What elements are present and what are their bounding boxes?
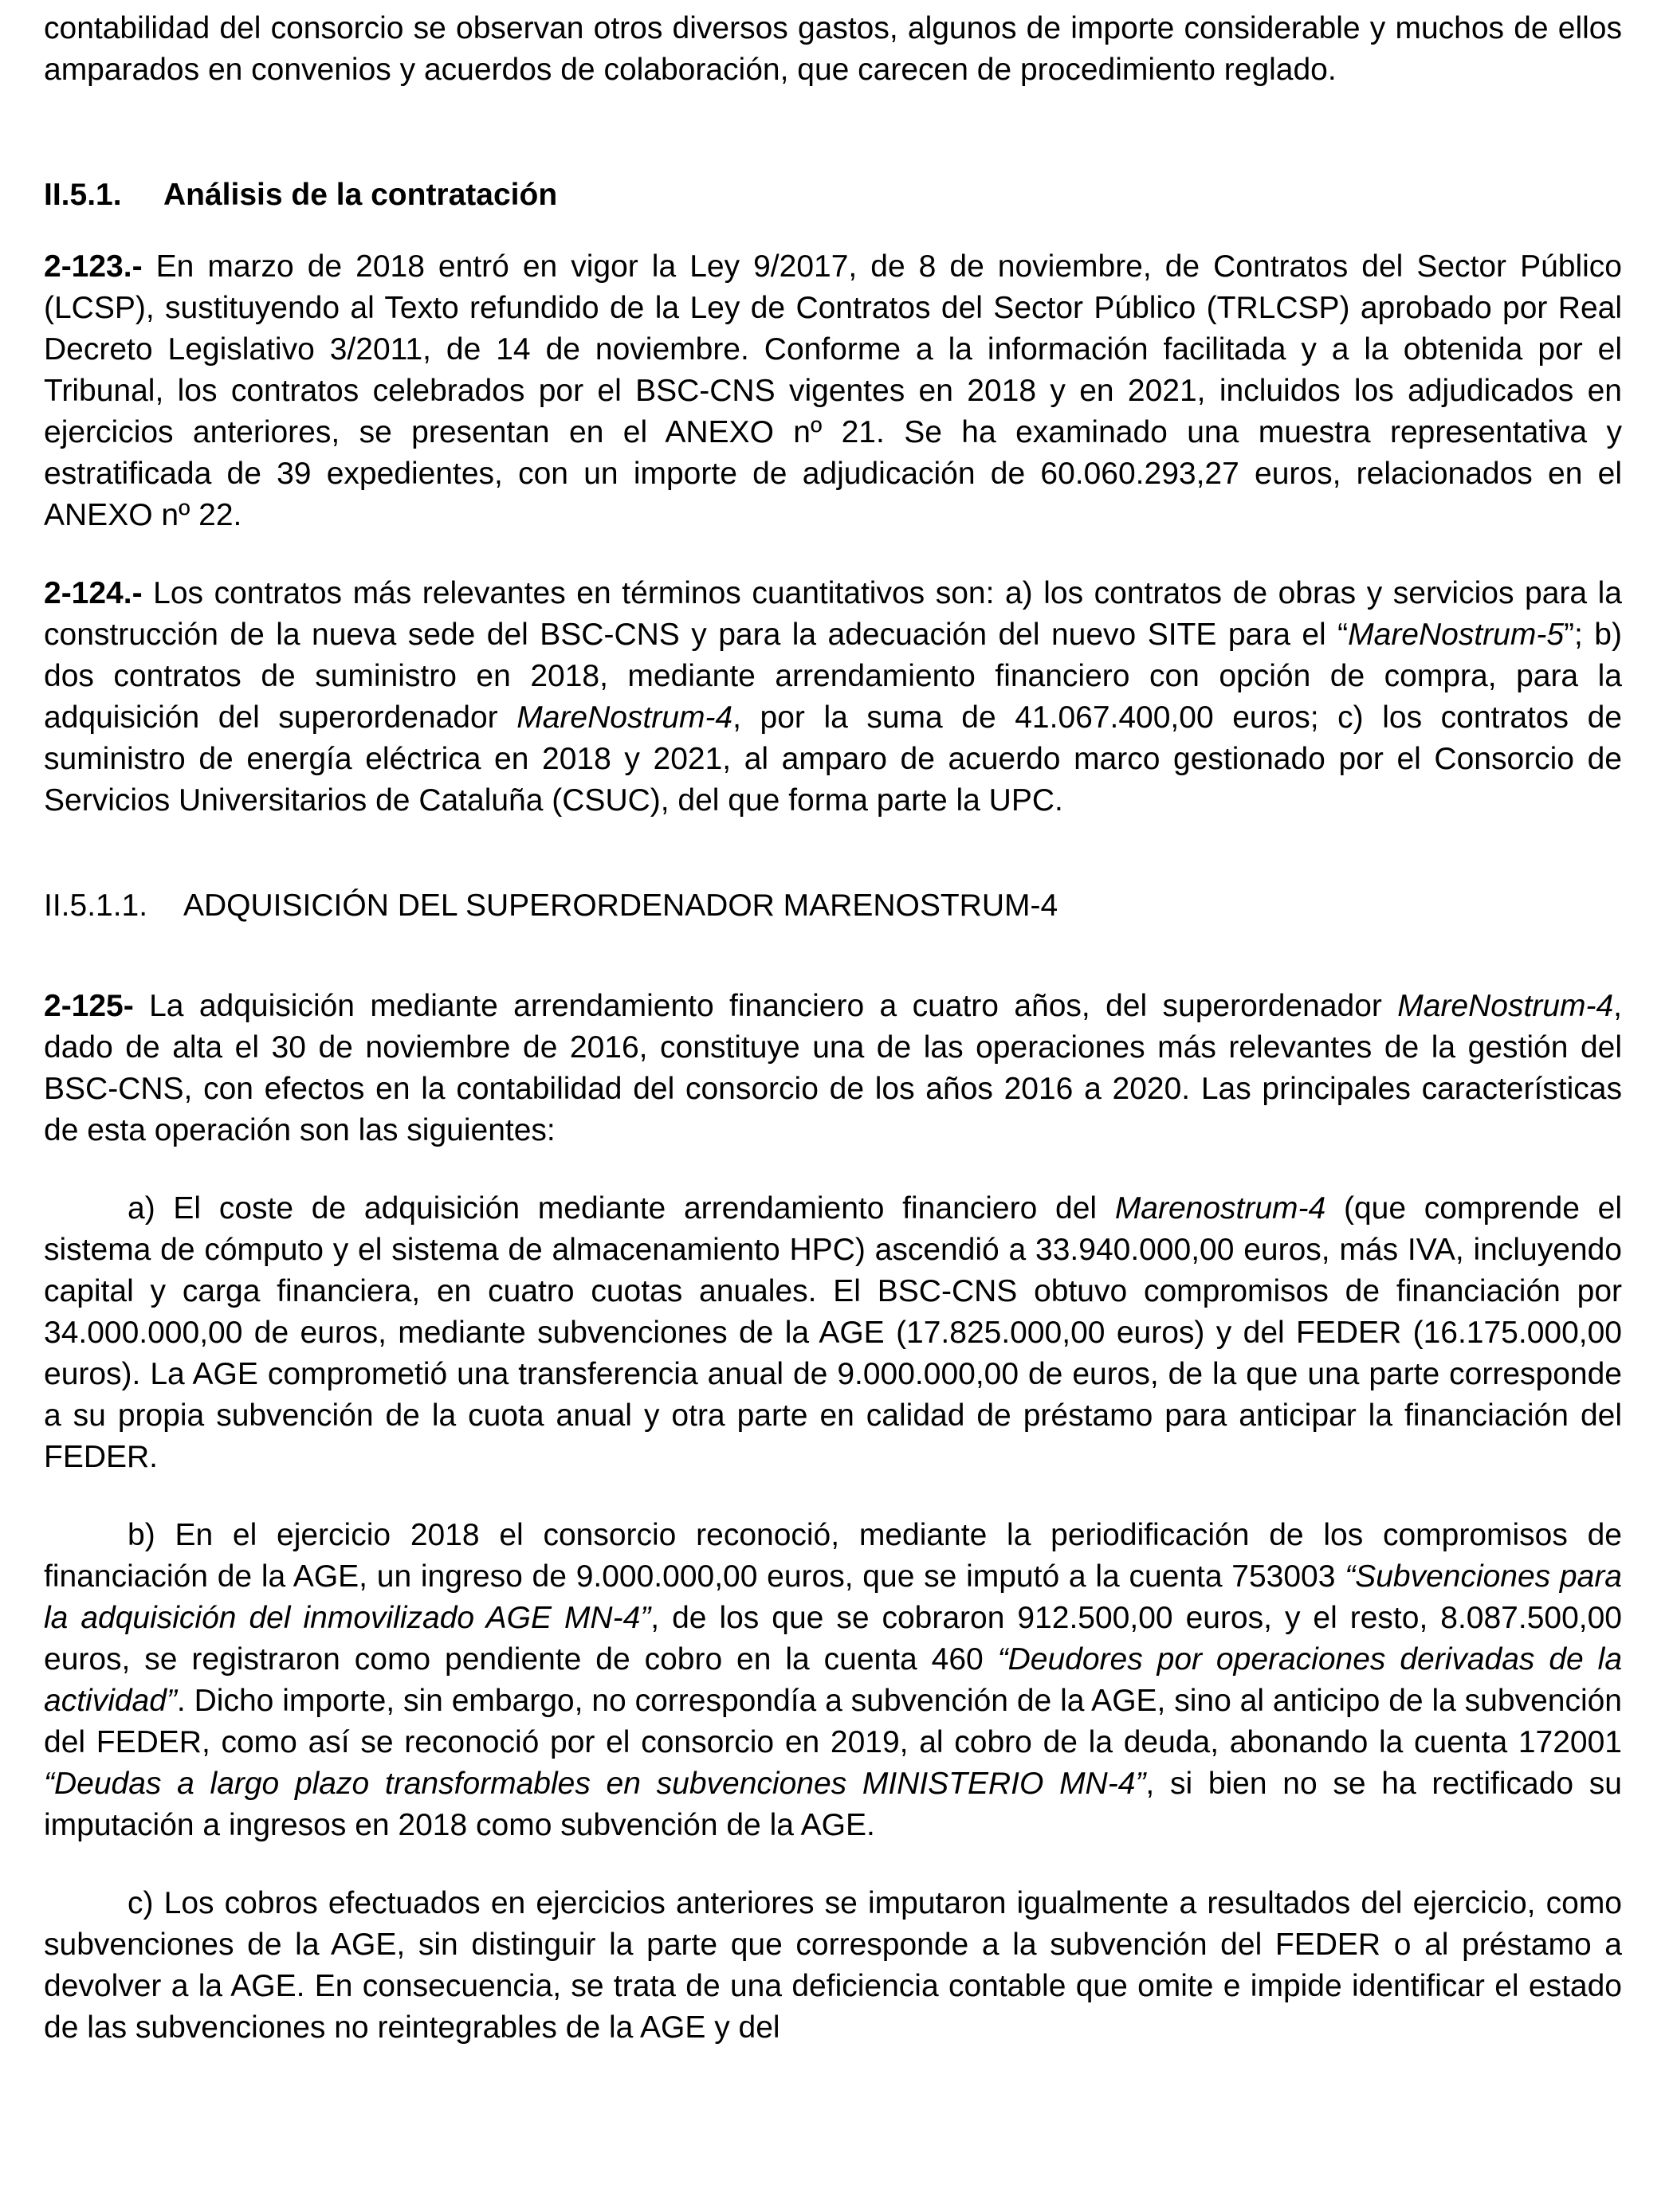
heading-II-5-1-1 <box>44 885 1622 927</box>
italic-run: “Subvenciones para la adquisición del inmovilizado AGE MN-4” <box>44 1559 1622 1635</box>
text-run: (que comprende el sistema de cómputo y el sistema de almacenamiento HPC) ascendió a 33.940.000,00 euros, más IVA, incluyendo capital y carga financiera, en cuatro cuotas anuales. El BSC-CNS obtuvo compromisos de financiación por 34.000.000,00 de euros, mediante subvenciones de la AGE (17.825.000,00 euros) y del FEDER (16.175.000,00 euros). La AGE comprometió una transferencia anual de 9.000.000,00 de euros, de la que una parte corresponde a su propia subvención de la cuota anual y otra parte en calidad de préstamo para anticipar la financiación del FEDER. <box>44 1191 1622 1474</box>
paragraph-2-125 <box>44 986 1622 1151</box>
italic-run: MareNostrum-4 <box>516 700 733 735</box>
text-run: ”; b) dos contratos de suministro en 2018, mediante arrendamiento financiero con opción de compra, para la adquisición del superordenador <box>44 618 1622 735</box>
text-run: a) El coste de adquisición mediante arrendamiento financiero del <box>128 1191 1115 1226</box>
text-run: , si bien no se ha rectificado su imputación a ingresos en 2018 como subvención de la AGE. <box>44 1767 1622 1842</box>
italic-run: MareNostrum-4 <box>1397 989 1614 1023</box>
paragraph-item-a <box>44 1188 1622 1478</box>
text-run: , por la suma de 41.067.400,00 euros; c) los contratos de suministro de energía eléctrica en 2018 y 2021, al amparo de acuerdo marco gestionado por el Consorcio de Servicios Universitarios de Cataluña (CSUC), del que forma parte la UPC. <box>44 700 1622 818</box>
paragraph-number: 2-124.- <box>44 576 143 610</box>
paragraph-2-124 <box>44 573 1622 822</box>
paragraph-number: 2-125- <box>44 989 134 1023</box>
heading-number: II.5.1. <box>44 178 122 212</box>
paragraph-2-123 <box>44 246 1622 536</box>
text-run: . Dicho importe, sin embargo, no correspondía a subvención de la AGE, sino al anticipo de la subvención del FEDER, como así se reconoció por el consorcio en 2019, al cobro de la deuda, abonando la cuenta 172001 <box>44 1684 1622 1759</box>
paragraph-item-c <box>44 1883 1622 2049</box>
heading-number: II.5.1.1. <box>44 888 148 923</box>
paragraph-item-b <box>44 1515 1622 1846</box>
text-run: La adquisición mediante arrendamiento financiero a cuatro años, del superordenador <box>133 989 1398 1023</box>
paragraph-number: 2-123.- <box>44 249 143 284</box>
text-run: , de los que se cobraron 912.500,00 euros, y el resto, 8.087.500,00 euros, se registraron como pendiente de cobro en la cuenta 460 <box>44 1601 1622 1677</box>
text-run: c) Los cobros efectuados en ejercicios anteriores se imputaron igualmente a resultados del ejercicio, como subvenciones de la AGE, sin distinguir la parte que corresponde a la subvención del FEDER o al préstamo a devolver a la AGE. En consecuencia, se trata de una deficiencia contable que omite e impide identificar el estado de las subvenciones no reintegrables de la AGE y del <box>44 1886 1622 2045</box>
heading-title: ADQUISICIÓN DEL SUPERORDENADOR MARENOSTRUM-4 <box>183 888 1058 923</box>
text-run: contabilidad del consorcio se observan otros diversos gastos, algunos de importe considerable y muchos de ellos amparados en convenios y acuerdos de colaboración, que carecen de procedimiento reglado. <box>44 11 1622 87</box>
italic-run: Marenostrum-4 <box>1114 1191 1326 1226</box>
text-run: Los contratos más relevantes en términos cuantitativos son: a) los contratos de obras y servicios para la construcción de la nueva sede del BSC-CNS y para la adecuación del nuevo SITE para el “ <box>44 576 1622 652</box>
paragraph-continuation <box>44 8 1622 91</box>
italic-run: MareNostrum-5 <box>1348 618 1565 652</box>
heading-II-5-1 <box>44 175 1622 216</box>
text-run: En marzo de 2018 entró en vigor la Ley 9/2017, de 8 de noviembre, de Contratos del Sector Público (LCSP), sustituyendo al Texto refundido de la Ley de Contratos del Sector Público (TRLCSP) aprobado por Real Decreto Legislativo 3/2011, de 14 de noviembre. Conforme a la información facilitada y a la obtenida por el Tribunal, los contratos celebrados por el BSC-CNS vigentes en 2018 y en 2021, incluidos los adjudicados en ejercicios anteriores, se presentan en el ANEXO nº 21. Se ha examinado una muestra representativa y estratificada de 39 expedientes, con un importe de adjudicación de 60.060.293,27 euros, relacionados en el ANEXO nº 22. <box>44 249 1622 532</box>
italic-run: “Deudores por operaciones derivadas de la actividad” <box>44 1642 1623 1718</box>
text-run: , dado de alta el 30 de noviembre de 2016, constituye una de las operaciones más relevantes de la gestión del BSC-CNS, con efectos en la contabilidad del consorcio de los años 2016 a 2020. Las principales características de esta operación son las siguientes: <box>44 989 1622 1147</box>
italic-run: “Deudas a largo plazo transformables en subvenciones MINISTERIO MN-4” <box>44 1767 1146 1801</box>
heading-title: Análisis de la contratación <box>163 178 558 212</box>
text-run: b) En el ejercicio 2018 el consorcio reconoció, mediante la periodificación de los compromisos de financiación de la AGE, un ingreso de 9.000.000,00 euros, que se imputó a la cuenta 753003 <box>44 1518 1622 1594</box>
